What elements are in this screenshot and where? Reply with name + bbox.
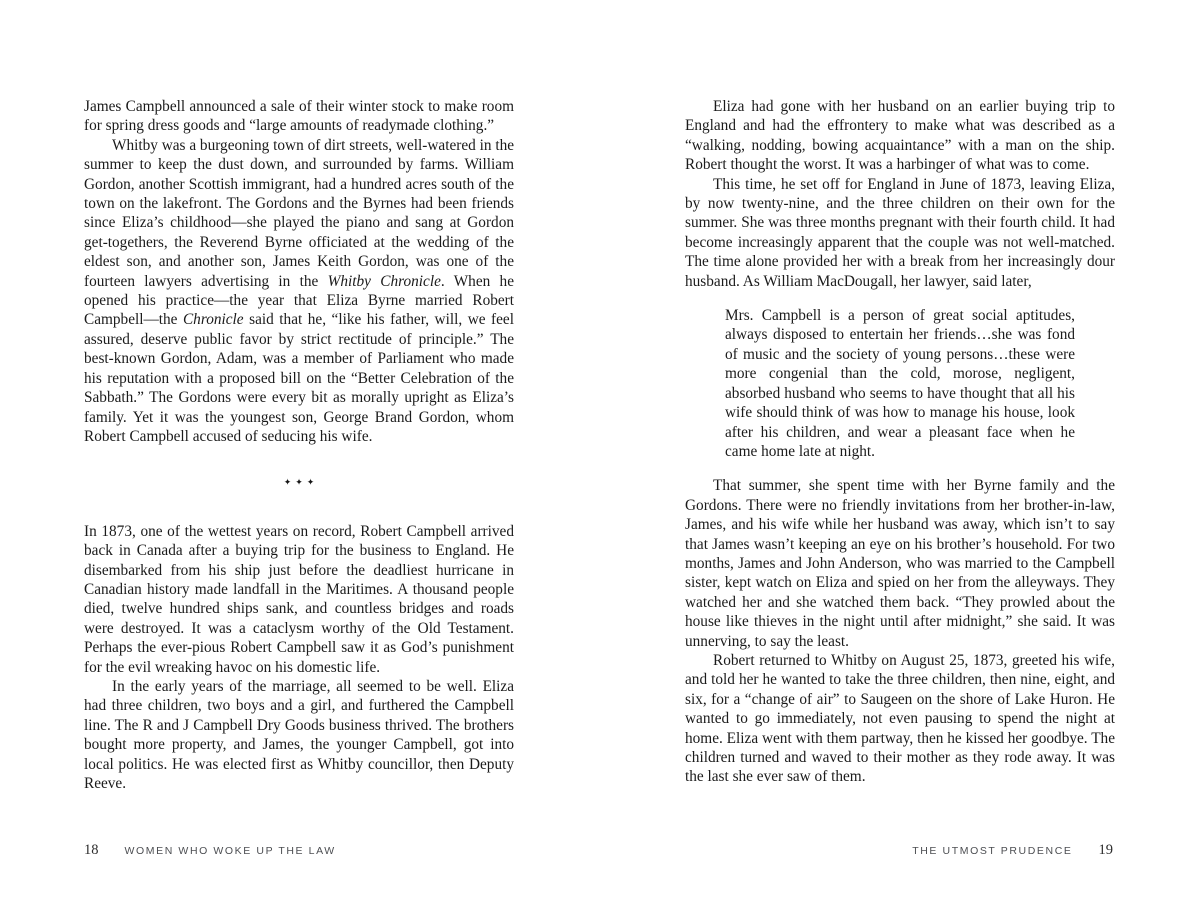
body-paragraph [685,97,1115,175]
block-quote [725,306,1075,461]
left-page-text [84,97,514,793]
text-run: Eliza had gone with her husband on an earlier buying trip to England and had the effrontery to make what was described as a “walking, nodding, bowing acquaintance” with a man on the ship. Robert thought the worst. It was a harbinger of what was to come. [685,98,1115,174]
right-page-number: 19 [1098,842,1113,858]
italic-text: Chronicle [182,311,244,329]
left-page [84,97,514,793]
text-run: This time, he set off for England in June of 1873, leaving Eliza, by now twenty-nine, and the three children on their own for the summer. She was three months pregnant with their fourth child. It had become increasingly apparent that the couple was not well-matched. The time alone provided her with a break from her increasingly dour husband. As William MacDougall, her lawyer, said later, [685,175,1115,290]
text-run: Mrs. Campbell is a person of great social aptitudes, always disposed to entertain her friends…she was fond of music and the society of young persons…these were more congenial than the cold, morose, negligent, absorbed husband who seems to have thought that all his wife should think of was how to manage his house, look after his children, and wear a pleasant face when he came home late at night. [725,307,1075,460]
text-run: said that he, “like his father, will, we feel assured, deserve public favor by strict rectitude of principle.” The best-known Gordon, Adam, was a member of Parliament who made his reputation with a proposed bill on the “Better Celebration of the Sabbath.” The Gordons were every bit as morally upright as Eliza’s family. Yet it was the youngest son, George Brand Gordon, whom Robert Campbell accused of seducing his wife. [84,311,514,445]
text-run: In the early years of the marriage, all seemed to be well. Eliza had three children, two boys and a girl, and furthered the Campbell line. The R and J Campbell Dry Goods business thrived. The brothers bought more property, and James, the younger Campbell, got into local politics. He was elected first as Whitby councillor, then Deputy Reeve. [84,677,514,792]
section-break-ornament: ✦✦✦ [283,478,319,489]
text-run: In 1873, one of the wettest years on record, Robert Campbell arrived back in Canada after a buying trip for the business to England. He disembarked from his ship just before the deadliest hurricane in Canadian history made landfall in the Maritimes. A thousand people died, twelve hundred ships sank, and countless bridges and roads were destroyed. It was a cataclysm worthy of the Old Testament. Perhaps the ever-pious Robert Campbell saw it as God’s punishment for the evil wreaking havoc on his domestic life. [84,522,514,676]
body-paragraph [685,175,1115,291]
text-run: James Campbell announced a sale of their winter stock to make room for spring dress goods and “large amounts of readymade clothing.” [84,98,514,135]
text-run: Whitby was a burgeoning town of dirt streets, well-watered in the summer to keep the dust down, and surrounded by farms. William Gordon, another Scottish immigrant, had a hundred acres south of the town on the lakefront. The Gordons and the Byrnes had been friends since Eliza’s childhood—she played the piano and sang at Gordon get-togethers, the Reverend Byrne officiated at the wedding of the eldest son, and another son, James Keith Gordon, was one of the fourteen lawyers advertising in the [84,136,515,290]
italic-text: Whitby Chronicle [327,272,441,290]
right-page-footer [912,842,1113,859]
body-paragraph [84,677,514,793]
left-page-footer [84,842,336,859]
body-paragraph [84,136,514,447]
right-page-text [685,97,1115,787]
body-paragraph [84,97,514,136]
text-run: Robert returned to Whitby on August 25, 1873, greeted his wife, and told her he wanted to take the three children, then nine, eight, and six, for a “change of air” to Saugeen on the shore of Lake Huron. He wanted to go immediately, not even pausing to spend the night at home. Eliza went with them partway, then he kissed her goodbye. The children turned and waved to their mother as they rode away. It was the last she ever saw of them. [685,651,1115,786]
body-paragraph [685,476,1115,651]
text-run: . When he opened his practice—the year that Eliza Byrne married Robert Campbell—the [84,272,514,329]
body-paragraph [685,651,1115,787]
left-page-number: 18 [84,842,99,858]
text-run: That summer, she spent time with her Byrne family and the Gordons. There were no friendly invitations from her brother-in-law, James, and his wife while her husband was away, which isn’t to say that James wasn’t keeping an eye on his brother’s household. For two months, James and John Anderson, who was married to the Campbell sister, kept watch on Eliza and spied on her from the alleyways. They watched her and she watched them back. “They prowled about the house like thieves in the night until after midnight,” she said. It was unnerving, to say the least. [685,477,1115,650]
body-paragraph [84,522,514,677]
left-running-head: WOMEN WHO WOKE UP THE LAW [124,845,336,857]
right-page [685,97,1115,787]
right-running-head: THE UTMOST PRUDENCE [912,845,1073,857]
